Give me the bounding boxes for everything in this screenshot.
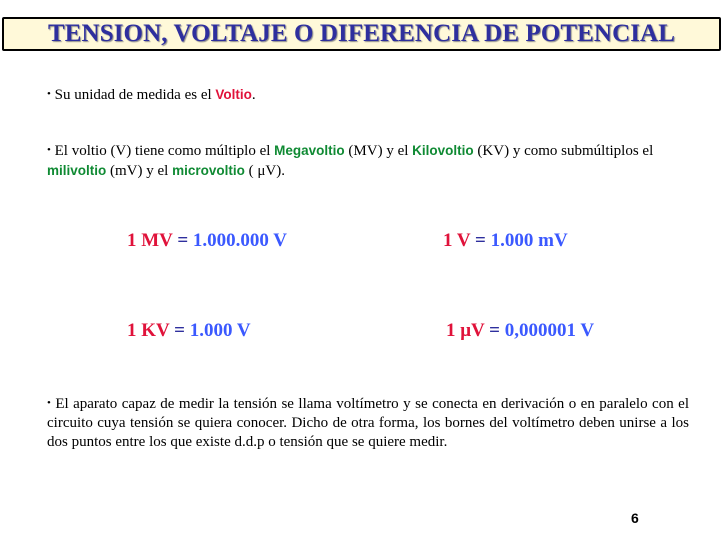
equation-op: = — [174, 320, 185, 341]
p2-text-2: (MV) y el — [344, 143, 413, 159]
equation-rhs: 0,000001 V — [504, 320, 595, 341]
p2-text-1: El voltio (V) tiene como múltiplo el — [54, 143, 275, 159]
equation-megavolt — [127, 230, 287, 252]
title-box — [2, 17, 721, 51]
p2-text-5: ( μV). — [244, 163, 285, 179]
page-title: TENSION, VOLTAJE O DIFERENCIA DE POTENCIAL — [48, 20, 675, 47]
p2-text-3: (KV) y como submúltiplos el — [473, 143, 654, 159]
bullet: • — [47, 144, 51, 156]
equation-op: = — [177, 230, 189, 251]
equation-lhs: 1 μV — [446, 320, 485, 341]
equation-rhs: 1.000 V — [189, 320, 251, 341]
paragraph-voltmeter — [47, 394, 689, 452]
equation-lhs: 1 V — [443, 230, 471, 251]
p2-highlight-megavoltio: Megavoltio — [274, 143, 345, 158]
equation-lhs: 1 MV — [127, 230, 173, 251]
equation-volt — [443, 230, 568, 252]
p2-highlight-microvoltio: microvoltio — [172, 163, 245, 178]
p2-text-4: (mV) y el — [106, 163, 173, 179]
p1-highlight-voltio: Voltio — [215, 87, 252, 102]
equation-rhs: 1.000.000 V — [192, 230, 288, 251]
equation-kilovolt — [127, 320, 251, 342]
bullet: • — [47, 397, 51, 409]
paragraph-multiples — [47, 141, 689, 181]
bullet: • — [47, 88, 51, 100]
equation-op: = — [475, 230, 486, 251]
equation-microvolt — [446, 320, 594, 342]
p2-highlight-kilovoltio: Kilovoltio — [412, 143, 474, 158]
paragraph-unit — [47, 85, 689, 105]
equation-lhs: 1 KV — [127, 320, 170, 341]
equation-rhs: 1.000 mV — [490, 230, 568, 251]
page-number: 6 — [631, 510, 639, 526]
p2-highlight-milivoltio: milivoltio — [47, 163, 107, 178]
p1-text-before: Su unidad de medida es el — [54, 87, 216, 103]
p3-text: El aparato capaz de medir la tensión se llama voltímetro y se conecta en derivación o en paralelo con el circuito cuya tensión se quiera conocer. Dicho de otra forma, los bornes del voltímetro deben unirse a los dos puntos entre los que existe d.d.p o tensión que se quiere medir. — [47, 396, 689, 450]
equation-op: = — [489, 320, 500, 341]
p1-text-after: . — [251, 87, 256, 103]
